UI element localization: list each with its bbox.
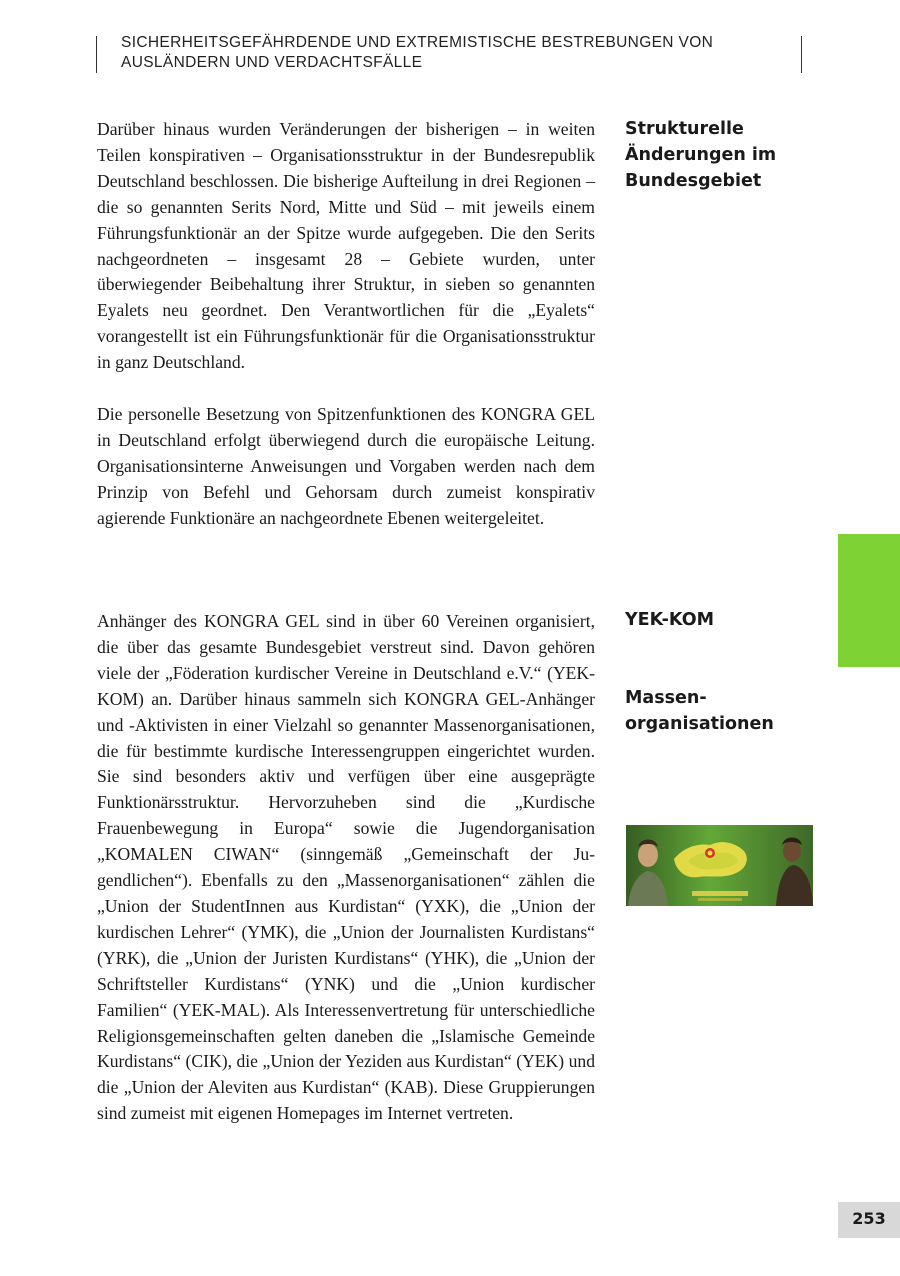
margin-heading-line: Änderungen im bbox=[625, 145, 777, 165]
page-number: 253 bbox=[838, 1202, 900, 1238]
margin-heading-mass-organisations bbox=[625, 685, 825, 737]
body-paragraph: Anhänger des KONGRA GEL sind in über 60 Vereinen organisiert, die über das gesamte Bundesgebiet verstreut sind. Davon gehören viele der „Föderation kurdischer Vereine in Deutschland e.V.“ (YEK-KOM) an. Darüber hinaus sammeln sich KONGRA GEL-Anhänger und -Aktivisten in einer Vielzahl so genannter Massenorganisationen, die für bestimmte kurdische Interessengruppen eingerichtet wurden. Sie sind besonders aktiv und verfügen über eine ausgeprägte Funktionärsstruktur. Hervorzuheben sind die „Kurdische Frauenbewegung in Europa“ sowie die Jugendorganisation „KOMALEN CIWAN“ (sinngemäß „Gemeinschaft der Jugendlichen“). Ebenfalls zu den „Massenorganisationen“ zählen die „Union der StudentInnen aus Kurdistan“ (YXK), die „Union der kurdischen Lehrer“ (YMK), die „Union der Journalisten Kurdistans“ (YRK), die „Union der Juristen Kurdistans“ (YHK), die „Union der Schriftsteller Kurdistans“ (YNK) und die „Union kurdischer Familien“ (YEK-MAL). Als Interessenvertretung für unterschiedliche Religionsgemeinschaften gelten daneben die „Islamische Gemeinde Kurdistans“ (CIK), die „Union der Yeziden aus Kurdistan“ (YEK) und die „Union der Aleviten aus Kurdistan“ (KAB). Diese Gruppierungen sind zumeist mit eigenen Homepages im Internet vertreten. bbox=[97, 611, 595, 1124]
margin-heading-line: Massen- bbox=[625, 688, 707, 708]
body-paragraph: Darüber hinaus wurden Veränderungen der bisherigen – in weiten Teilen konspirativen – Organisationsstruktur in der Bundesrepublik Deutschland beschlossen. Die bisherige Aufteilung in drei Regionen – die so genannten Serits Nord, Mitte und Süd – mit jeweils einem Führungsfunktionär an der Spitze wurde aufgegeben. Die den Serits nachgeordneten – insgesamt 28 – Gebiete wurden, unter überwiegender Beibehaltung ihrer Struktur, in sieben so genannten Eyalets neu geordnet. Den Verantwortlichen für die „Eyalets“ vorangestellt ist ein Führungsfunktionär für die Organisationsstruktur in ganz Deutschland. bbox=[97, 119, 595, 373]
running-head-rule-right bbox=[801, 36, 802, 73]
running-head-rule-left bbox=[96, 36, 97, 73]
photo-illustration bbox=[626, 825, 813, 906]
margin-heading-line: YEK-KOM bbox=[625, 610, 714, 630]
running-head-line-2: AUSLÄNDERN UND VERDACHTSFÄLLE bbox=[121, 54, 423, 71]
body-paragraph: Die personelle Besetzung von Spitzenfunktionen des KONGRA GEL in Deutschland erfolgt überwiegend durch die europäische Leitung. Organisationsinterne Anweisungen und Vorgaben werden nach dem Prinzip von Befehl und Gehorsam durch zumeist konspirativ agierende Funktionäre an nachgeordnete Ebenen weitergeleitet. bbox=[97, 404, 595, 528]
margin-heading-line: Strukturelle bbox=[625, 119, 744, 139]
margin-heading-yek-kom bbox=[625, 607, 825, 633]
margin-heading-structural-changes bbox=[625, 116, 825, 194]
running-head bbox=[121, 33, 781, 73]
photo-kurdistan-banner bbox=[626, 825, 813, 906]
running-head-line-1: SICHERHEITSGEFÄHRDENDE UND EXTREMISTISCHE BESTREBUNGEN VON bbox=[121, 34, 714, 51]
margin-heading-line: organisationen bbox=[625, 714, 774, 734]
section-color-tab bbox=[838, 534, 900, 667]
margin-heading-line: Bundesgebiet bbox=[625, 171, 762, 191]
